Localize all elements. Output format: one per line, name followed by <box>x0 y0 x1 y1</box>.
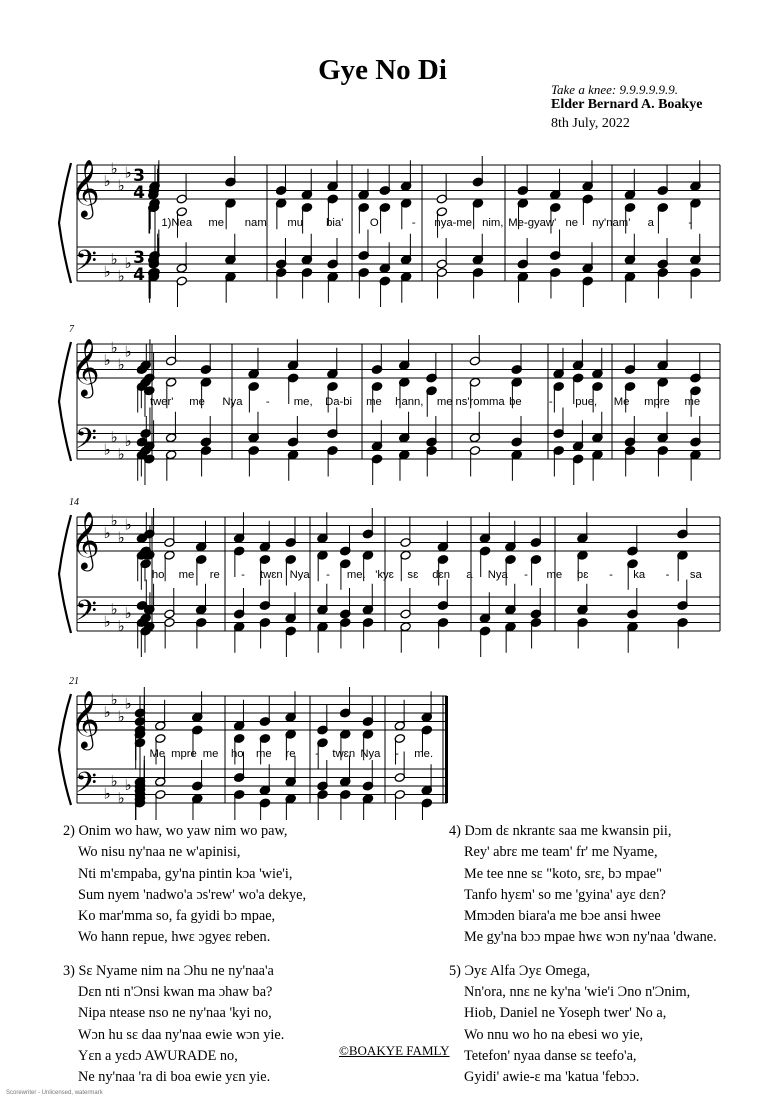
lyric-syllable: nya-me <box>434 217 473 229</box>
lyric-syllable: mpre <box>644 396 670 408</box>
lyric-syllable: - <box>665 569 670 581</box>
lyric-syllable: me <box>366 396 382 408</box>
flat-sign-icon: ♭ <box>124 515 132 534</box>
lyric-syllable: a <box>466 569 473 581</box>
flat-sign-icon: ♭ <box>103 784 111 803</box>
composer-name: Elder Bernard A. Boakye <box>551 97 703 112</box>
verse-line: 5) Ɔyɛ Alfa Ɔyɛ Omega, <box>449 962 591 979</box>
flat-sign-icon: ♭ <box>110 249 118 268</box>
flat-sign-icon: ♭ <box>117 528 125 547</box>
lyric-syllable: a <box>647 217 654 229</box>
treble-clef-icon: 𝄞 <box>70 338 100 396</box>
lyric-syllable: - <box>265 396 270 408</box>
flat-sign-icon: ♭ <box>117 355 125 374</box>
lyric-syllable: twɛn <box>332 748 356 760</box>
lyric-syllable: me <box>189 396 205 408</box>
lyric-syllable: Nya <box>487 569 508 581</box>
flat-sign-icon: ♭ <box>117 444 125 463</box>
lyric-syllable: Nya <box>222 396 243 408</box>
composition-date: 8th July, 2022 <box>551 116 630 131</box>
flat-sign-icon: ♭ <box>124 776 132 794</box>
lyric-syllable: me. <box>346 569 366 581</box>
bass-clef-icon: 𝄢 <box>75 244 97 285</box>
lyric-syllable: me <box>436 396 453 408</box>
flat-sign-icon: ♭ <box>124 432 132 450</box>
time-signature: 4 <box>133 265 145 285</box>
lyric-syllable: be <box>509 396 522 408</box>
time-signature: 3 <box>133 248 145 268</box>
flat-sign-icon: ♭ <box>103 351 111 369</box>
lyric-syllable: - <box>315 748 320 760</box>
lyric-syllable: nam <box>244 217 267 229</box>
flat-sign-icon: ♭ <box>117 707 125 726</box>
lyric-syllable: re <box>209 569 220 581</box>
verse-line: Me tee nne sɛ "koto, srɛ, bɔ mpae" <box>464 865 662 882</box>
bass-clef-icon: 𝄢 <box>75 422 97 463</box>
flat-sign-icon: ♭ <box>124 694 132 713</box>
lyric-syllable: ka <box>633 569 646 581</box>
flat-sign-icon: ♭ <box>117 176 125 195</box>
verse-line: Wo hann repue, hwɛ ɔgyeɛ reben. <box>78 929 271 946</box>
time-signature: 3 <box>133 166 145 186</box>
lyric-syllable: Me <box>613 396 630 408</box>
lyric-syllable: - <box>411 217 416 229</box>
lyric-syllable: hann, <box>395 396 424 408</box>
lyric-syllable: re <box>285 748 296 760</box>
lyric-syllable: Nya <box>289 569 310 581</box>
lyric-syllable: nim, <box>482 217 504 229</box>
bass-clef-icon: 𝄢 <box>75 594 97 635</box>
flat-sign-icon: ♭ <box>110 338 118 357</box>
verse-line: Wo nisu ny'naa ne w'apinisi, <box>78 844 241 861</box>
system-brace <box>59 515 71 633</box>
verse-line: Nti m'ɛmpaba, gy'na pintin kɔa 'wie'i, <box>78 865 293 882</box>
lyric-syllable: Nya <box>360 748 381 760</box>
verse-line: Gyidi' awie-ɛ ma 'katua 'febɔɔ. <box>464 1069 640 1086</box>
lyric-syllable: me <box>684 396 701 408</box>
footer-watermark: Scorewriter - Unlicensed, watermark <box>6 1090 103 1096</box>
flat-sign-icon: ♭ <box>103 612 111 631</box>
verse-line: Rey' abrɛ me team' fr' me Nyame, <box>464 844 658 861</box>
system-brace <box>59 694 71 805</box>
verse-line: 2) Onim wo haw, wo yaw nim wo paw, <box>63 823 288 839</box>
flat-sign-icon: ♭ <box>110 427 118 446</box>
verse-line: Me gy'na bɔɔ mpae hwɛ wɔn ny'naa 'dwane. <box>464 929 717 946</box>
lyric-syllable: - <box>395 748 399 760</box>
verse-line: Nipa ntease nso ne ny'naa 'kyi no, <box>78 1005 272 1022</box>
flat-sign-icon: ♭ <box>124 163 132 182</box>
lyric-syllable: me <box>546 569 563 581</box>
lyric-syllable: ne <box>565 217 579 229</box>
lyric-syllable: me <box>256 748 272 760</box>
measure-number: 14 <box>69 497 79 508</box>
lyric-syllable: dɛn <box>432 569 451 581</box>
verse-line: Yɛn a yɛdɔ AWURADE no, <box>78 1047 238 1064</box>
flat-sign-icon: ♭ <box>103 172 111 190</box>
verse-line: Tanfo hyɛm' so me 'gyina' ayɛ dɛn? <box>464 886 666 903</box>
lyric-syllable: pue, <box>575 396 598 408</box>
flat-sign-icon: ♭ <box>117 616 125 635</box>
page-title: Gye No Di <box>318 54 447 86</box>
meter-subtitle: Take a knee: 9.9.9.9.9.9. <box>551 82 678 97</box>
flat-sign-icon: ♭ <box>110 690 118 709</box>
lyric-syllable: me <box>202 748 219 760</box>
lyric-syllable: Me <box>149 748 166 760</box>
flat-sign-icon: ♭ <box>103 440 111 459</box>
lyric-syllable: - <box>688 217 693 229</box>
flat-sign-icon: ♭ <box>124 342 132 361</box>
lyric-syllable: ns'romma <box>455 396 505 408</box>
final-barline <box>445 696 448 803</box>
lyric-syllable: 1)Nea <box>161 217 193 229</box>
verse-line: Sum nyem 'nadwo'a ɔs'rew' wo'a dekye, <box>78 886 307 903</box>
flat-sign-icon: ♭ <box>103 262 111 281</box>
treble-clef-icon: 𝄞 <box>70 511 100 569</box>
verse-line: Dɛn nti n'Ɔnsi kwan ma ɔhaw ba? <box>78 984 273 1001</box>
treble-clef-icon: 𝄞 <box>70 159 100 217</box>
lyric-syllable: Me-gyaw' <box>508 217 557 229</box>
treble-clef-icon: 𝄞 <box>70 690 100 748</box>
lyric-syllable: mpre <box>171 748 197 760</box>
lyric-syllable: bɛ <box>576 569 589 581</box>
verse-line: 3) Sɛ Nyame nim na Ɔhu ne ny'naa'a <box>63 962 274 979</box>
flat-sign-icon: ♭ <box>124 254 132 272</box>
verse-line: Wɔn hu sɛ daa ny'naa ewie wɔn yie. <box>78 1026 285 1043</box>
lyric-syllable: mu <box>287 217 304 229</box>
verses-right-column <box>449 821 717 1089</box>
lyric-syllable: - <box>241 569 245 581</box>
verse-line: Nn'ora, nnɛ ne ky'na 'wie'i Ɔno n'Ɔnim, <box>464 984 691 1001</box>
copyright-notice: ©BOAKYE FAMLY <box>339 1043 450 1058</box>
verse-line: Tetefon' nyaa danse sɛ teefo'a, <box>464 1047 637 1064</box>
lyric-syllable: ho <box>151 569 165 581</box>
flat-sign-icon: ♭ <box>110 159 118 178</box>
lyric-syllable: - <box>524 569 528 581</box>
bass-clef-icon: 𝄢 <box>75 766 97 807</box>
lyric-syllable: me. <box>414 748 434 760</box>
flat-sign-icon: ♭ <box>103 703 111 721</box>
system-brace <box>59 163 71 283</box>
verse-line: Ko mar'mma so, fa gyidi bɔ mpae, <box>78 908 276 925</box>
flat-sign-icon: ♭ <box>117 266 125 285</box>
lyric-syllable: me <box>208 217 225 229</box>
lyric-syllable: 'kyɛ <box>375 569 394 581</box>
measure-number: 7 <box>69 324 74 335</box>
verses-left-column <box>63 821 306 1089</box>
lyric-syllable: - <box>609 569 613 581</box>
lyric-syllable: Da-bi <box>325 396 353 408</box>
flat-sign-icon: ♭ <box>110 511 118 530</box>
lyric-syllable: ny'nam' <box>592 217 631 229</box>
lyric-syllable: twɛn <box>259 569 283 581</box>
flat-sign-icon: ♭ <box>124 604 132 622</box>
lyric-syllable: ho <box>230 748 244 760</box>
lyric-syllable: bia' <box>326 217 344 229</box>
flat-sign-icon: ♭ <box>117 788 125 807</box>
lyric-syllable: sa <box>689 569 702 581</box>
lyric-syllable: sɛ <box>407 569 419 581</box>
verse-line: Mmɔden biara'a me bɔe ansi hwee <box>464 908 661 925</box>
verse-line: 4) Dɔm dɛ nkrantɛ saa me kwansin pii, <box>449 823 672 839</box>
lyric-syllable: O <box>369 217 379 229</box>
lyric-syllable: me <box>178 569 195 581</box>
verse-line: Wo nnu wo ho na ebesi wo yie, <box>464 1026 644 1043</box>
lyric-syllable: - <box>548 396 553 408</box>
flat-sign-icon: ♭ <box>103 524 111 542</box>
lyric-syllable: me, <box>293 396 313 408</box>
measure-number: 21 <box>69 676 79 687</box>
flat-sign-icon: ♭ <box>110 599 118 618</box>
system-brace <box>59 342 71 461</box>
flat-sign-icon: ♭ <box>110 771 118 790</box>
time-signature: 4 <box>133 183 145 203</box>
lyric-syllable: twer' <box>149 396 174 408</box>
verse-line: Ne ny'naa 'ra di boa ewie yɛn yie. <box>78 1069 271 1086</box>
lyric-syllable: - <box>326 569 330 581</box>
verse-line: Hiob, Daniel ne Yoseph twer' No a, <box>464 1005 667 1022</box>
